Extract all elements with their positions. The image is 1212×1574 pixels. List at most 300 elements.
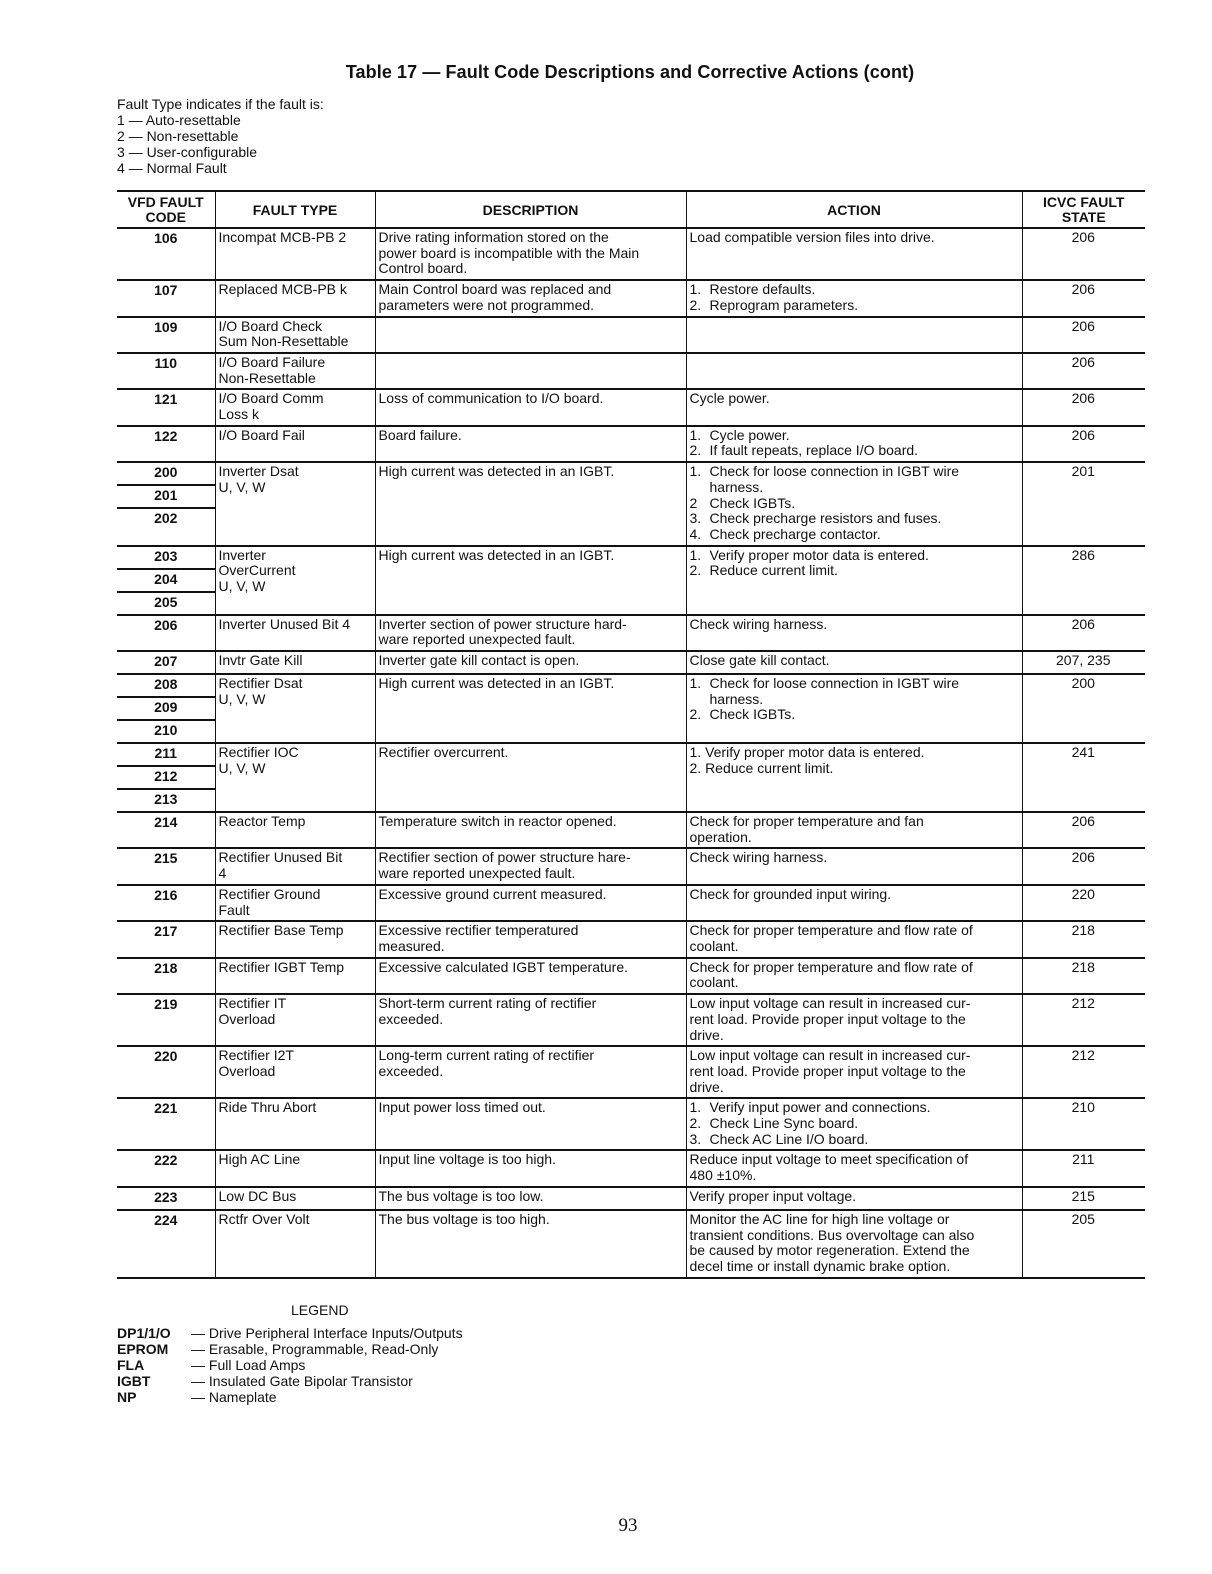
icvc-fault-state-cell: 286	[1022, 546, 1145, 615]
fault-code: 204	[117, 570, 215, 593]
icvc-fault-state-cell: 206	[1022, 812, 1145, 848]
description-cell	[375, 389, 686, 425]
description-cell	[375, 1210, 686, 1278]
fault-type-cell-line: I/O Board Comm	[218, 390, 324, 407]
description-cell-line: Input power loss timed out.	[378, 1099, 546, 1116]
action-cell	[686, 958, 1022, 994]
fault-code: 209	[117, 698, 215, 721]
legend-definition: — Insulated Gate Bipolar Transistor	[191, 1373, 413, 1389]
header-action: ACTION	[686, 191, 1022, 228]
action-cell	[686, 228, 1022, 280]
action-cell	[686, 1098, 1022, 1150]
description-cell-line: ware reported unexpected fault.	[378, 631, 576, 648]
fault-type-cell	[215, 812, 375, 848]
fault-code: 208	[117, 675, 215, 698]
fault-code: 222	[154, 1152, 178, 1169]
description-cell-line: The bus voltage is too high.	[378, 1210, 550, 1227]
fault-type-cell	[215, 353, 375, 389]
table-row	[117, 921, 1145, 957]
fault-code: 205	[154, 593, 178, 610]
action-line: 2. Reprogram parameters.	[689, 296, 859, 313]
fault-type-cell	[215, 848, 375, 884]
description-cell	[375, 462, 686, 546]
fault-type-cell-line: Inverter	[218, 546, 266, 563]
table-row	[117, 1210, 1145, 1278]
description-cell-line: ware reported unexpected fault.	[378, 865, 576, 882]
action-cell	[686, 1046, 1022, 1098]
action-line: Verify proper input voltage.	[689, 1187, 857, 1204]
description-cell	[375, 958, 686, 994]
action-line: Check wiring harness.	[689, 615, 828, 632]
fault-type-cell-line: Overload	[218, 1010, 276, 1027]
description-cell-line: Excessive ground current measured.	[378, 885, 607, 902]
fault-code: 217	[154, 923, 178, 940]
fault-type-cell	[215, 280, 375, 316]
description-cell	[375, 615, 686, 651]
fault-code-cell	[117, 1150, 215, 1186]
description-cell-line: Input line voltage is too high.	[378, 1151, 556, 1168]
table-row	[117, 1098, 1145, 1150]
fault-type-cell	[215, 921, 375, 957]
icvc-fault-state-cell: 218	[1022, 921, 1145, 957]
action-line: Check wiring harness.	[689, 849, 828, 866]
icvc-fault-state-cell: 215	[1022, 1187, 1145, 1210]
fault-code: 221	[154, 1100, 178, 1117]
fault-code: 121	[154, 391, 178, 408]
description-cell	[375, 280, 686, 316]
action-line: 1. Restore defaults.	[689, 281, 816, 298]
action-cell	[686, 848, 1022, 884]
icvc-fault-state-cell: 206	[1022, 389, 1145, 425]
fault-code-cell	[117, 1187, 215, 1210]
description-cell-line: Long-term current rating of rectifier	[378, 1047, 595, 1064]
fault-type-item: 4 — Normal Fault	[117, 160, 227, 176]
fault-type-cell-line: High AC Line	[218, 1151, 301, 1168]
legend-item	[117, 1325, 463, 1341]
legend-abbreviation: IGBT	[117, 1373, 151, 1389]
description-cell-line: Inverter gate kill contact is open.	[378, 652, 580, 669]
fault-type-cell-line: Rectifier Base Temp	[218, 922, 344, 939]
fault-type-cell-line: I/O Board Check	[218, 317, 322, 334]
fault-code-cell	[117, 1098, 215, 1150]
description-cell	[375, 1098, 686, 1150]
icvc-fault-state-cell: 206	[1022, 280, 1145, 316]
fault-code: 215	[154, 850, 178, 867]
action-cell	[686, 280, 1022, 316]
fault-code-cell	[117, 317, 215, 353]
description-cell-line: exceeded.	[378, 1010, 444, 1027]
fault-type-cell-line: Reactor Temp	[218, 813, 306, 830]
table-row	[117, 958, 1145, 994]
icvc-fault-state-cell: 211	[1022, 1150, 1145, 1186]
action-line: harness.	[709, 478, 764, 495]
icvc-fault-state-cell: 206	[1022, 848, 1145, 884]
table-row	[117, 743, 1145, 812]
action-line: 1. Cycle power.	[689, 426, 790, 443]
description-cell-line: Inverter section of power structure hard-	[378, 615, 627, 632]
action-line: Close gate kill contact.	[689, 652, 830, 669]
action-line: Check for grounded input wiring.	[689, 885, 892, 902]
description-cell-line: High current was detected in an IGBT.	[378, 546, 615, 563]
description-cell	[375, 674, 686, 743]
icvc-fault-state-cell: 200	[1022, 674, 1145, 743]
fault-type-cell	[215, 228, 375, 280]
legend-definition: — Full Load Amps	[191, 1357, 306, 1373]
fault-code: 219	[154, 996, 178, 1013]
fault-type-cell-line: Rectifier Ground	[218, 885, 321, 902]
fault-type-cell-line: Sum Non-Resettable	[218, 333, 349, 350]
table-row	[117, 651, 1145, 674]
description-cell-line: High current was detected in an IGBT.	[378, 675, 615, 692]
legend-abbreviation: FLA	[117, 1357, 145, 1373]
fault-code-cell	[117, 1046, 215, 1098]
icvc-fault-state-cell: 218	[1022, 958, 1145, 994]
icvc-fault-state-cell: 205	[1022, 1210, 1145, 1278]
fault-type-cell-line: Rectifier Unused Bit	[218, 849, 343, 866]
action-line: Cycle power.	[689, 390, 770, 407]
fault-type-cell-line: I/O Board Fail	[218, 426, 305, 443]
action-line: 480 ±10%.	[689, 1167, 757, 1184]
table-row	[117, 353, 1145, 389]
fault-code-cell	[117, 994, 215, 1046]
table-row	[117, 462, 1145, 546]
legend-item	[117, 1341, 463, 1357]
legend-abbreviation: EPROM	[117, 1341, 169, 1357]
fault-code-cell	[117, 651, 215, 674]
description-cell-line: power board is incompatible with the Main	[378, 244, 640, 261]
icvc-fault-state-cell: 207, 235	[1022, 651, 1145, 674]
description-cell-line: measured.	[378, 937, 445, 954]
fault-code: 211	[117, 744, 215, 767]
action-line: 2 Check IGBTs.	[689, 494, 796, 511]
fault-code-table	[117, 190, 1145, 1279]
fault-type-cell-line: Rectifier IOC	[218, 744, 299, 761]
action-line: be caused by motor regeneration. Extend the	[689, 1242, 970, 1259]
fault-type-cell	[215, 674, 375, 743]
fault-type-cell-line: Replaced MCB-PB k	[218, 281, 347, 298]
action-cell	[686, 426, 1022, 462]
action-cell	[686, 994, 1022, 1046]
description-cell-line: Short-term current rating of rectifier	[378, 995, 597, 1012]
action-line: drive.	[689, 1026, 724, 1043]
action-cell	[686, 885, 1022, 921]
description-cell-line: Control board.	[378, 260, 468, 277]
table-row	[117, 317, 1145, 353]
fault-code: 206	[154, 616, 178, 633]
action-line: 3. Check AC Line I/O board.	[689, 1130, 869, 1147]
action-line: 1. Verify proper motor data is entered.	[689, 546, 929, 563]
fault-type-cell	[215, 1210, 375, 1278]
fault-type-cell	[215, 743, 375, 812]
fault-type-cell-line: U, V, W	[218, 690, 266, 707]
icvc-fault-state-cell: 241	[1022, 743, 1145, 812]
description-cell-line: The bus voltage is too low.	[378, 1187, 544, 1204]
description-cell	[375, 426, 686, 462]
fault-type-cell-line: U, V, W	[218, 759, 266, 776]
fault-type-cell-line: Low DC Bus	[218, 1187, 297, 1204]
icvc-fault-state-cell: 212	[1022, 994, 1145, 1046]
fault-code-cell	[117, 228, 215, 280]
fault-type-cell-line: U, V, W	[218, 478, 266, 495]
action-line: transient conditions. Bus overvoltage can also	[689, 1226, 975, 1243]
action-cell	[686, 1210, 1022, 1278]
fault-code: 214	[154, 814, 178, 831]
action-line: rent load. Provide proper input voltage to the	[689, 1062, 966, 1079]
description-cell-line: exceeded.	[378, 1062, 444, 1079]
fault-code-cell	[117, 546, 215, 615]
fault-code-cell	[117, 743, 215, 812]
table-row	[117, 885, 1145, 921]
description-cell-line: Rectifier overcurrent.	[378, 744, 509, 761]
action-cell	[686, 651, 1022, 674]
table-row	[117, 812, 1145, 848]
action-cell	[686, 1150, 1022, 1186]
description-cell	[375, 848, 686, 884]
icvc-fault-state-cell: 206	[1022, 353, 1145, 389]
fault-code: 200	[117, 463, 215, 486]
action-line: decel time or install dynamic brake option.	[689, 1257, 951, 1274]
action-line: 2. Reduce current limit.	[689, 562, 838, 579]
fault-code-cell	[117, 674, 215, 743]
fault-code-cell	[117, 353, 215, 389]
description-cell-line: Drive rating information stored on the	[378, 229, 609, 245]
description-cell	[375, 885, 686, 921]
table-row	[117, 615, 1145, 651]
table-row	[117, 1046, 1145, 1098]
table-row	[117, 546, 1145, 615]
fault-type-cell-line: Rectifier Dsat	[218, 675, 303, 692]
action-cell	[686, 921, 1022, 957]
table-row	[117, 994, 1145, 1046]
table-row	[117, 426, 1145, 462]
fault-type-cell-line: Overload	[218, 1062, 276, 1079]
fault-code: 220	[154, 1048, 178, 1065]
table-row	[117, 674, 1145, 743]
action-line: 4. Check precharge contactor.	[689, 525, 881, 542]
fault-type-item: 1 — Auto-resettable	[117, 112, 241, 128]
action-line: Check for proper temperature and flow rate of	[689, 958, 973, 975]
action-line: 2. Reduce current limit.	[689, 759, 834, 776]
action-line: Low input voltage can result in increased cur-	[689, 1047, 971, 1064]
icvc-fault-state-cell: 206	[1022, 317, 1145, 353]
description-cell-line: Excessive rectifier temperatured	[378, 922, 579, 939]
fault-code-cell	[117, 958, 215, 994]
action-line: 2. If fault repeats, replace I/O board.	[689, 442, 919, 459]
description-cell-line: Main Control board was replaced and	[378, 281, 612, 298]
header-icvc-fault-state: ICVC FAULT STATE	[1022, 191, 1145, 228]
legend	[117, 1302, 463, 1405]
table-row	[117, 280, 1145, 316]
table-row	[117, 389, 1145, 425]
fault-code: 213	[154, 791, 178, 808]
legend-definition: — Nameplate	[191, 1389, 277, 1405]
fault-code-cell	[117, 885, 215, 921]
action-line: 2. Check Line Sync board.	[689, 1115, 859, 1132]
header-vfd-fault-code: VFD FAULT CODE	[117, 191, 215, 228]
fault-code-cell	[117, 462, 215, 546]
action-cell	[686, 674, 1022, 743]
fault-type-cell	[215, 1098, 375, 1150]
icvc-fault-state-cell: 206	[1022, 615, 1145, 651]
action-line: coolant.	[689, 974, 739, 991]
fault-type-cell	[215, 1150, 375, 1186]
action-line: rent load. Provide proper input voltage to the	[689, 1010, 966, 1027]
icvc-fault-state-cell: 201	[1022, 462, 1145, 546]
table-header-row	[117, 191, 1145, 228]
fault-type-cell-line: Loss k	[218, 406, 259, 423]
legend-item	[117, 1357, 463, 1373]
description-cell	[375, 1150, 686, 1186]
action-line: drive.	[689, 1078, 724, 1095]
action-line: Low input voltage can result in increased cur-	[689, 995, 971, 1012]
legend-heading: LEGEND	[291, 1302, 349, 1318]
action-cell	[686, 353, 1022, 389]
table-row	[117, 228, 1145, 280]
fault-type-cell-line: Fault	[218, 901, 250, 918]
fault-type-cell-line: Inverter Unused Bit 4	[218, 615, 351, 632]
action-line: coolant.	[689, 937, 739, 954]
fault-code-cell	[117, 615, 215, 651]
fault-code: 224	[154, 1211, 178, 1228]
fault-type-cell	[215, 994, 375, 1046]
fault-type-item: 3 — User-configurable	[117, 144, 258, 160]
fault-code-cell	[117, 389, 215, 425]
icvc-fault-state-cell: 212	[1022, 1046, 1145, 1098]
action-line: 1. Check for loose connection in IGBT wire	[689, 463, 960, 480]
action-line: Check for proper temperature and flow rate of	[689, 922, 973, 939]
action-cell	[686, 1187, 1022, 1210]
fault-type-item: 2 — Non-resettable	[117, 128, 239, 144]
description-cell-line: Board failure.	[378, 426, 462, 443]
action-cell	[686, 317, 1022, 353]
description-cell	[375, 921, 686, 957]
description-cell	[375, 994, 686, 1046]
header-fault-type: FAULT TYPE	[215, 191, 375, 228]
description-cell	[375, 317, 686, 353]
fault-type-cell-line: Incompat MCB-PB 2	[218, 229, 347, 245]
fault-type-cell-line: 4	[218, 865, 227, 882]
description-cell-line: Loss of communication to I/O board.	[378, 390, 604, 407]
fault-type-cell-line: Inverter Dsat	[218, 463, 299, 480]
fault-type-cell	[215, 958, 375, 994]
fault-code: 107	[154, 282, 178, 299]
fault-type-cell-line: U, V, W	[218, 578, 266, 595]
action-cell	[686, 743, 1022, 812]
description-cell	[375, 228, 686, 280]
legend-abbreviation: NP	[117, 1389, 137, 1405]
action-line: Reduce input voltage to meet specification of	[689, 1151, 969, 1168]
action-line: Check for proper temperature and fan	[689, 813, 924, 830]
fault-type-cell-line: Rctfr Over Volt	[218, 1210, 310, 1227]
fault-code: 212	[117, 767, 215, 790]
action-line: operation.	[689, 828, 752, 845]
fault-code: 109	[154, 318, 178, 335]
fault-code-cell	[117, 812, 215, 848]
fault-type-cell	[215, 546, 375, 615]
action-cell	[686, 546, 1022, 615]
description-cell	[375, 1187, 686, 1210]
action-line: 1. Verify proper motor data is entered.	[689, 744, 925, 761]
description-cell	[375, 1046, 686, 1098]
fault-code: 223	[154, 1188, 178, 1205]
fault-type-cell	[215, 1187, 375, 1210]
fault-code-cell	[117, 1210, 215, 1278]
action-cell	[686, 812, 1022, 848]
action-cell	[686, 462, 1022, 546]
description-cell-line: Temperature switch in reactor opened.	[378, 813, 617, 830]
icvc-fault-state-cell: 210	[1022, 1098, 1145, 1150]
fault-code: 202	[154, 510, 178, 527]
legend-item	[117, 1373, 463, 1389]
page-number: 93	[618, 1515, 638, 1536]
description-cell-line: Rectifier section of power structure hare-	[378, 849, 631, 866]
fault-type-cell-line: Rectifier I2T	[218, 1047, 294, 1064]
fault-type-cell	[215, 651, 375, 674]
table-row	[117, 1150, 1145, 1186]
fault-code: 122	[154, 427, 178, 444]
intro-lead: Fault Type indicates if the fault is:	[117, 96, 324, 112]
fault-type-cell-line: Rectifier IT	[218, 995, 287, 1012]
fault-code-cell	[117, 280, 215, 316]
header-description: DESCRIPTION	[375, 191, 686, 228]
description-cell-line: High current was detected in an IGBT.	[378, 463, 615, 480]
description-cell-line: Excessive calculated IGBT temperature.	[378, 958, 629, 975]
fault-code: 201	[117, 486, 215, 509]
fault-type-cell-line: I/O Board Failure	[218, 353, 326, 370]
fault-code: 110	[154, 354, 178, 371]
fault-code: 203	[117, 547, 215, 570]
icvc-fault-state-cell: 206	[1022, 426, 1145, 462]
fault-code-cell	[117, 426, 215, 462]
fault-code: 106	[154, 230, 178, 246]
fault-type-cell	[215, 426, 375, 462]
action-cell	[686, 615, 1022, 651]
fault-code: 207	[154, 653, 178, 670]
fault-type-cell	[215, 1046, 375, 1098]
description-cell	[375, 546, 686, 615]
description-cell	[375, 353, 686, 389]
fault-type-cell-line: Rectifier IGBT Temp	[218, 958, 345, 975]
fault-type-cell	[215, 885, 375, 921]
table-title: Table 17 — Fault Code Descriptions and Corrective Actions (cont)	[345, 62, 915, 82]
fault-code-cell	[117, 848, 215, 884]
action-line: Monitor the AC line for high line voltage or	[689, 1210, 950, 1227]
description-cell-line: parameters were not programmed.	[378, 296, 595, 313]
legend-definition: — Drive Peripheral Interface Inputs/Outputs	[191, 1325, 463, 1341]
fault-type-cell-line: Invtr Gate Kill	[218, 652, 303, 669]
legend-abbreviation: DP1/1/O	[117, 1325, 171, 1341]
fault-code: 218	[154, 959, 178, 976]
description-cell	[375, 743, 686, 812]
description-cell	[375, 812, 686, 848]
fault-type-cell	[215, 317, 375, 353]
action-line: harness.	[709, 690, 764, 707]
fault-type-cell	[215, 615, 375, 651]
action-line: 2. Check IGBTs.	[689, 706, 796, 723]
fault-type-cell-line: Ride Thru Abort	[218, 1099, 317, 1116]
icvc-fault-state-cell: 220	[1022, 885, 1145, 921]
table-row	[117, 848, 1145, 884]
fault-type-cell	[215, 462, 375, 546]
fault-type-cell	[215, 389, 375, 425]
icvc-fault-state-cell: 206	[1022, 228, 1145, 280]
action-line: 3. Check precharge resistors and fuses.	[689, 510, 942, 527]
action-cell	[686, 389, 1022, 425]
fault-code: 210	[154, 722, 178, 739]
legend-item	[117, 1389, 463, 1405]
fault-code-cell	[117, 921, 215, 957]
fault-type-cell-line: OverCurrent	[218, 562, 296, 579]
